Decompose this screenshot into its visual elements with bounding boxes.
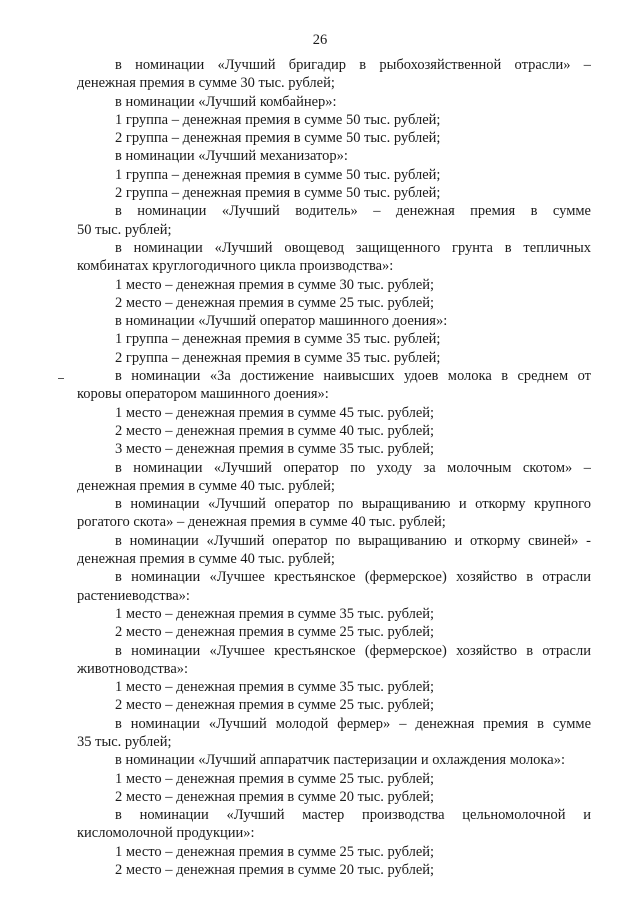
text-line: рогатого скота» – денежная премия в сумме 40 тыс. рублей; (77, 514, 446, 531)
text-line: денежная премия в сумме 40 тыс. рублей; (77, 477, 335, 494)
text-line: 1 место – денежная премия в сумме 25 тыс. рублей; (115, 770, 435, 787)
margin-mark (58, 378, 64, 379)
document-body (77, 56, 591, 879)
text-line: кисломолочной продукции»: (77, 825, 255, 842)
text-line: 35 тыс. рублей; (77, 733, 172, 750)
text-line: в номинации «Лучший оператор по уходу за молочным скотом» – (115, 459, 591, 476)
text-line: животноводства»: (77, 660, 189, 677)
text-line: в номинации «Лучший мастер производства цельномолочной и (115, 807, 591, 824)
text-line: 2 группа – денежная премия в сумме 50 тыс. рублей; (115, 130, 441, 147)
text-line: 2 группа – денежная премия в сумме 35 тыс. рублей; (115, 349, 441, 366)
text-line: 2 группа – денежная премия в сумме 50 тыс. рублей; (115, 185, 441, 202)
text-line: 1 место – денежная премия в сумме 25 тыс. рублей; (115, 843, 435, 860)
page-number: 26 (312, 32, 328, 48)
text-line: 1 группа – денежная премия в сумме 50 тыс. рублей; (115, 166, 441, 183)
text-line: в номинации «Лучший водитель» – денежная премия в сумме (115, 203, 591, 220)
text-line: 1 место – денежная премия в сумме 35 тыс. рублей; (115, 679, 435, 696)
text-line: растениеводства»: (77, 587, 190, 604)
text-line: в номинации «Лучшее крестьянское (фермерское) хозяйство в отрасли (115, 642, 591, 659)
text-line: 2 место – денежная премия в сумме 25 тыс. рублей; (115, 624, 435, 641)
text-line: в номинации «Лучший оператор по выращиванию и откорму крупного (115, 496, 591, 513)
text-line: в номинации «Лучшее крестьянское (фермерское) хозяйство в отрасли (115, 569, 591, 586)
text-line: в номинации «Лучший молодой фермер» – денежная премия в сумме (115, 715, 591, 732)
text-line: 2 место – денежная премия в сумме 25 тыс. рублей; (115, 294, 435, 311)
text-line: в номинации «Лучший оператор машинного доения»: (115, 313, 448, 330)
text-line: 1 группа – денежная премия в сумме 35 тыс. рублей; (115, 331, 441, 348)
text-line: денежная премия в сумме 30 тыс. рублей; (77, 75, 335, 92)
text-line: 1 место – денежная премия в сумме 35 тыс. рублей; (115, 605, 435, 622)
text-line: в номинации «Лучший бригадир в рыбохозяйственной отрасли» – (115, 57, 591, 73)
text-line: коровы оператором машинного доения»: (77, 386, 329, 403)
text-line: в номинации «За достижение наивысших удоев молока в среднем от (115, 368, 591, 385)
text-line: 1 группа – денежная премия в сумме 50 тыс. рублей; (115, 111, 441, 128)
text-line: в номинации «Лучший комбайнер»: (115, 93, 337, 110)
text-line: в номинации «Лучший овощевод защищенного грунта в тепличных (115, 239, 591, 256)
text-line: 3 место – денежная премия в сумме 35 тыс. рублей; (115, 441, 435, 458)
text-line: 2 место – денежная премия в сумме 20 тыс. рублей; (115, 862, 435, 879)
text-line: в номинации «Лучший оператор по выращиванию и откорму свиней» - (115, 532, 591, 549)
text-line: 1 место – денежная премия в сумме 45 тыс. рублей; (115, 404, 435, 421)
text-line: в номинации «Лучший аппаратчик пастеризации и охлаждения молока»: (115, 752, 565, 769)
text-line: 1 место – денежная премия в сумме 30 тыс. рублей; (115, 276, 435, 293)
text-line: в номинации «Лучший механизатор»: (115, 148, 348, 165)
text-line: денежная премия в сумме 40 тыс. рублей; (77, 551, 335, 568)
text-line: 2 место – денежная премия в сумме 20 тыс. рублей; (115, 788, 435, 805)
text-line: 2 место – денежная премия в сумме 40 тыс. рублей; (115, 422, 435, 439)
text-line: комбинатах круглогодичного цикла производства»: (77, 258, 394, 275)
text-line: 2 место – денежная премия в сумме 25 тыс. рублей; (115, 697, 435, 714)
text-line: 50 тыс. рублей; (77, 221, 172, 238)
